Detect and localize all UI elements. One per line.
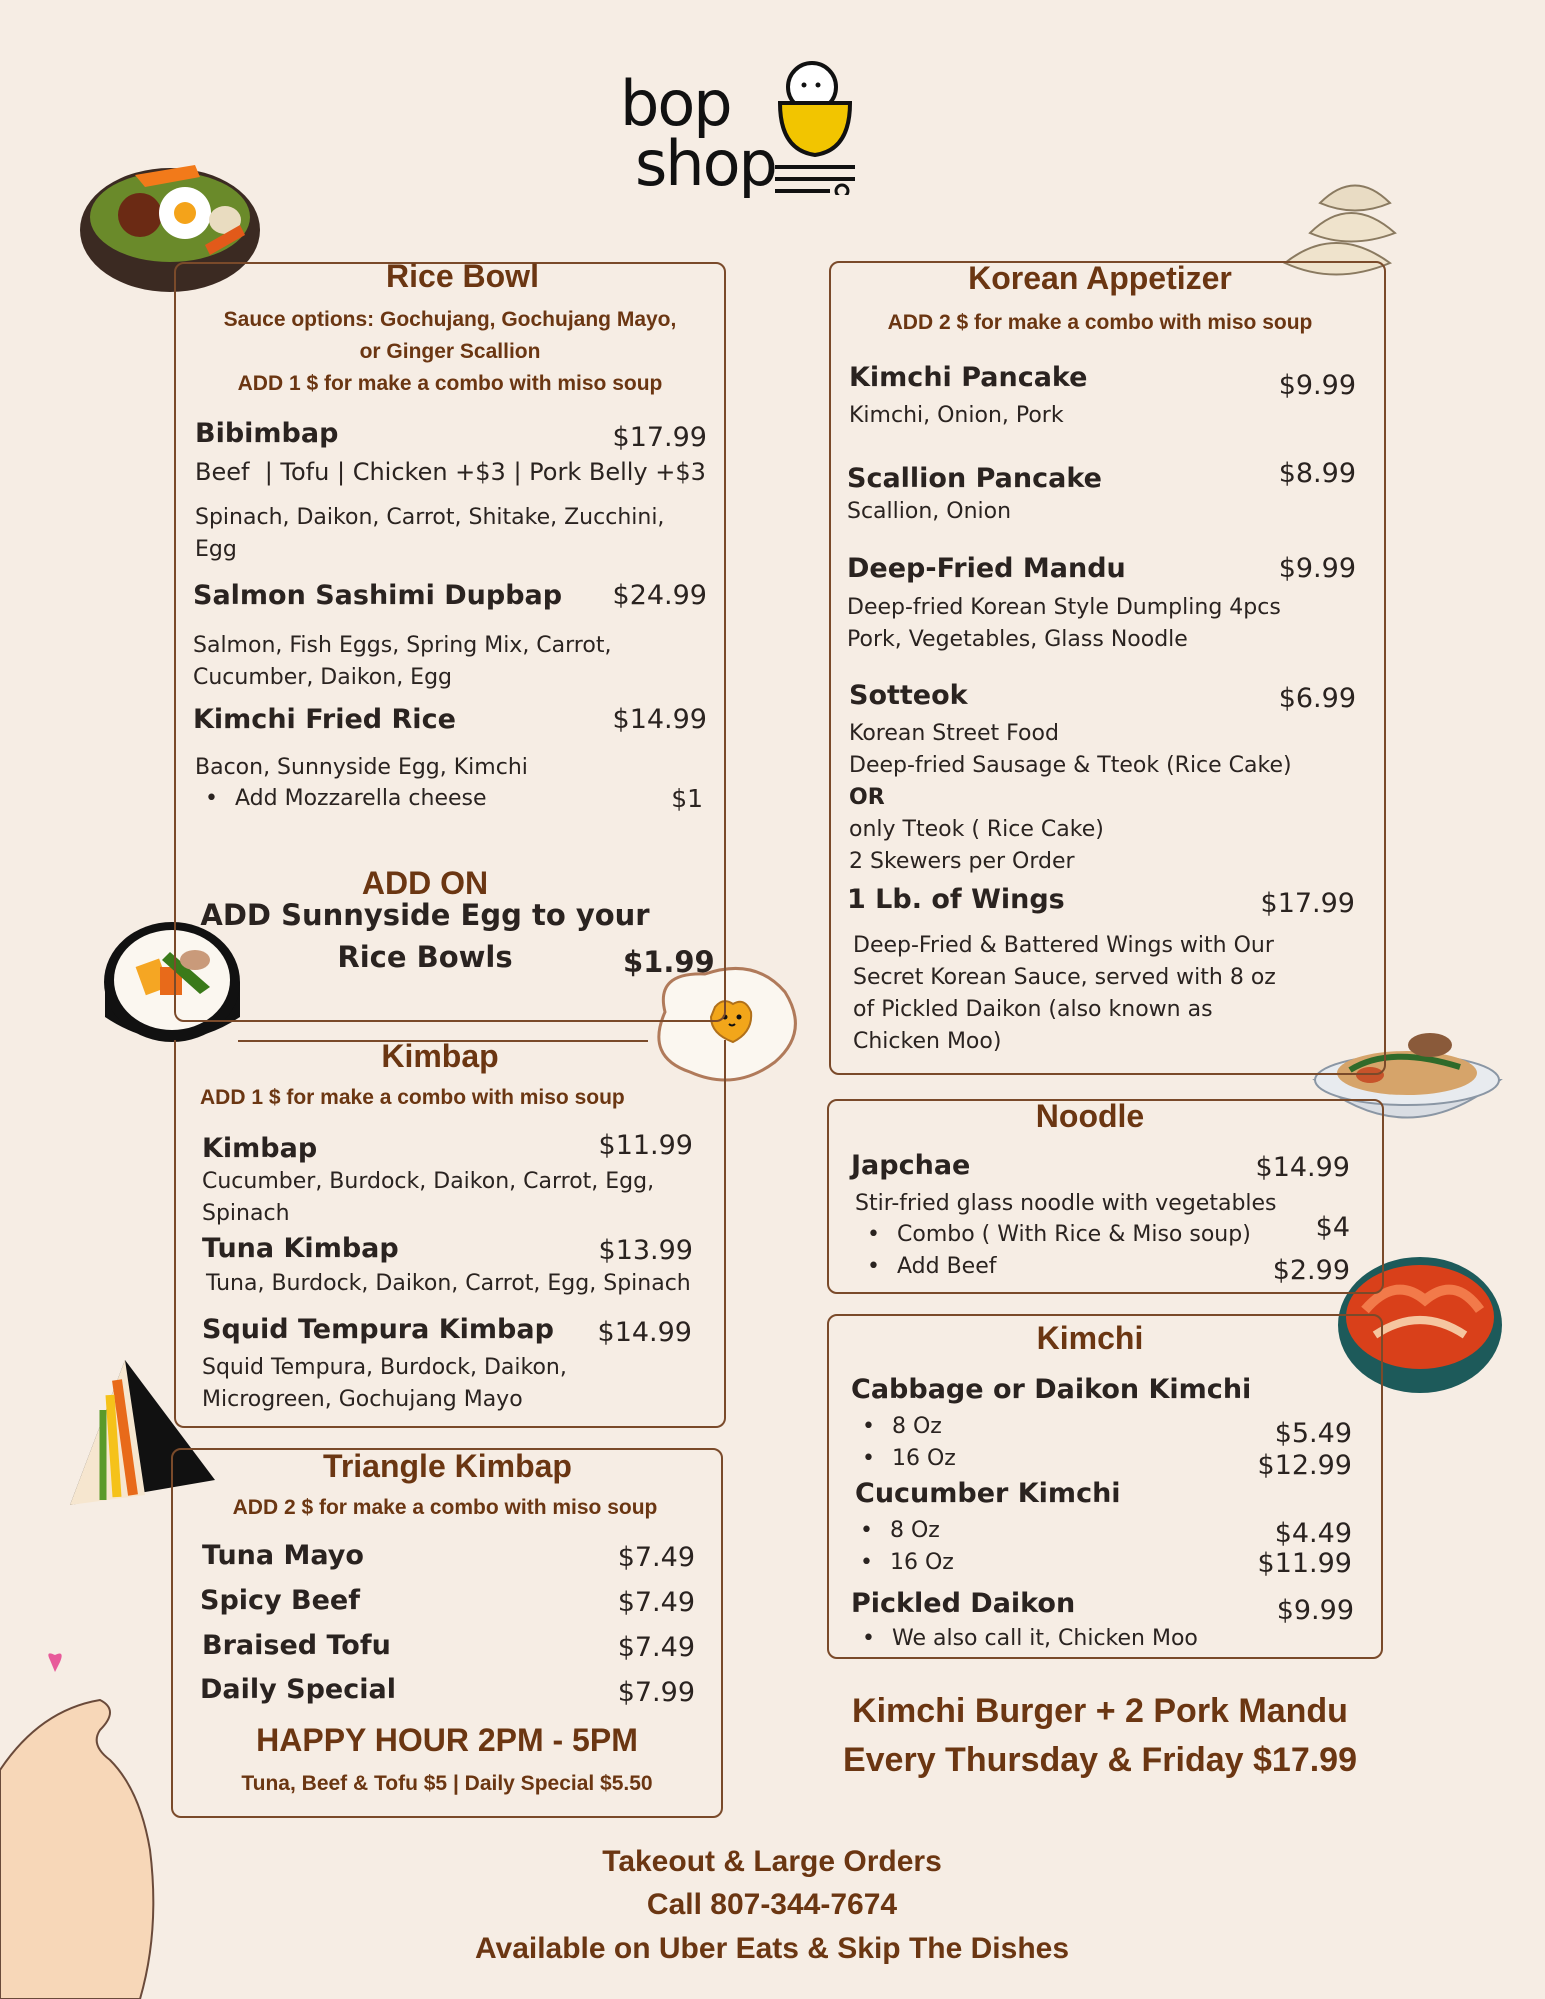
happy-hour-detail: Tuna, Beef & Tofu $5 | Daily Special $5.50 bbox=[241, 1772, 653, 1795]
add-on-line-1: ADD Sunnyside Egg to your bbox=[200, 898, 650, 932]
japchae-name: Japchae bbox=[851, 1150, 971, 1181]
mozzarella-addon-price: $1 bbox=[671, 784, 703, 813]
cabbage-kimchi-16oz: • 16 Oz bbox=[892, 1446, 956, 1471]
japchae-add-beef-option: • Add Beef bbox=[897, 1254, 997, 1279]
spicy-beef-name: Spicy Beef bbox=[200, 1585, 360, 1616]
kimchi-fried-rice-name: Kimchi Fried Rice bbox=[193, 704, 456, 735]
kimchi-fried-rice-desc: Bacon, Sunnyside Egg, Kimchi bbox=[195, 755, 528, 780]
squid-kimbap-name: Squid Tempura Kimbap bbox=[202, 1314, 554, 1345]
cucumber-kimchi-16oz-price: $11.99 bbox=[1257, 1548, 1352, 1579]
kimbap-desc-2: Spinach bbox=[202, 1201, 290, 1226]
salmon-dupbap-price: $24.99 bbox=[612, 580, 707, 611]
logo-text-shop: shop bbox=[635, 127, 776, 200]
korean-appetizer-title: Korean Appetizer bbox=[968, 260, 1232, 296]
cucumber-kimchi-8oz: • 8 Oz bbox=[890, 1518, 940, 1543]
pickled-daikon-name: Pickled Daikon bbox=[851, 1588, 1076, 1619]
footer-phone: Call 807-344-7674 bbox=[646, 1888, 898, 1921]
triangle-kimbap-combo-note: ADD 2 $ for make a combo with miso soup bbox=[232, 1496, 658, 1519]
promo-line-1: Kimchi Burger + 2 Pork Mandu bbox=[852, 1692, 1348, 1730]
wings-price: $17.99 bbox=[1260, 888, 1355, 919]
wings-desc-3: of Pickled Daikon (also known as bbox=[853, 997, 1213, 1022]
deep-fried-mandu-desc-1: Deep-fried Korean Style Dumpling 4pcs bbox=[847, 595, 1281, 620]
kimbap-price: $11.99 bbox=[598, 1130, 693, 1161]
kimbap-name: Kimbap bbox=[202, 1133, 318, 1164]
braised-tofu-name: Braised Tofu bbox=[202, 1630, 391, 1661]
kimchi-pancake-price: $9.99 bbox=[1278, 370, 1356, 401]
deep-fried-mandu-name: Deep-Fried Mandu bbox=[847, 553, 1126, 584]
daily-special-price: $7.99 bbox=[617, 1677, 695, 1708]
cabbage-kimchi-8oz: • 8 Oz bbox=[892, 1414, 942, 1439]
japchae-desc: Stir-fried glass noodle with vegetables bbox=[855, 1191, 1277, 1216]
bibimbap-desc-2: Egg bbox=[195, 537, 237, 562]
footer-delivery: Available on Uber Eats & Skip The Dishes bbox=[474, 1932, 1070, 1965]
sotteok-price: $6.99 bbox=[1278, 683, 1356, 714]
add-on-price: $1.99 bbox=[623, 945, 715, 979]
kimbap-desc-1: Cucumber, Burdock, Daikon, Carrot, Egg, bbox=[202, 1169, 655, 1194]
rice-bowl-sauce-note-2: or Ginger Scallion bbox=[359, 340, 541, 363]
rice-bowl-sauce-note-1: Sauce options: Gochujang, Gochujang Mayo, bbox=[223, 308, 677, 331]
mozzarella-addon: • Add Mozzarella cheese bbox=[235, 786, 487, 811]
salmon-dupbap-desc-2: Cucumber, Daikon, Egg bbox=[193, 665, 453, 690]
cucumber-kimchi-8oz-price: $4.49 bbox=[1274, 1518, 1352, 1549]
wings-name: 1 Lb. of Wings bbox=[847, 884, 1065, 915]
korean-appetizer-combo-note: ADD 2 $ for make a combo with miso soup bbox=[887, 311, 1313, 334]
noodle-title: Noodle bbox=[1035, 1098, 1145, 1134]
wings-desc-2: Secret Korean Sauce, served with 8 oz bbox=[853, 965, 1276, 990]
spicy-beef-price: $7.49 bbox=[617, 1587, 695, 1618]
rice-bowl-title: Rice Bowl bbox=[386, 258, 539, 294]
pickled-daikon-price: $9.99 bbox=[1276, 1595, 1354, 1626]
kimchi-pancake-desc: Kimchi, Onion, Pork bbox=[849, 403, 1064, 428]
sotteok-desc-4: 2 Skewers per Order bbox=[849, 849, 1075, 874]
salmon-dupbap-desc-1: Salmon, Fish Eggs, Spring Mix, Carrot, bbox=[193, 633, 612, 658]
tuna-kimbap-price: $13.99 bbox=[598, 1235, 693, 1266]
japchae-add-beef-price: $2.99 bbox=[1272, 1255, 1350, 1286]
promo-line-2: Every Thursday & Friday $17.99 bbox=[842, 1741, 1358, 1779]
bibimbap-name: Bibimbap bbox=[195, 418, 339, 449]
salmon-dupbap-name: Salmon Sashimi Dupbap bbox=[193, 580, 563, 611]
deep-fried-mandu-price: $9.99 bbox=[1278, 553, 1356, 584]
add-on-line-2: Rice Bowls bbox=[337, 940, 513, 974]
kimchi-fried-rice-price: $14.99 bbox=[612, 704, 707, 735]
squid-kimbap-price: $14.99 bbox=[597, 1317, 692, 1348]
cabbage-kimchi-name: Cabbage or Daikon Kimchi bbox=[851, 1374, 1252, 1405]
footer-takeout: Takeout & Large Orders bbox=[602, 1845, 942, 1878]
squid-kimbap-desc-2: Microgreen, Gochujang Mayo bbox=[202, 1387, 523, 1412]
triangle-kimbap-title: Triangle Kimbap bbox=[323, 1448, 572, 1484]
rice-bowl-combo-note: ADD 1 $ for make a combo with miso soup bbox=[237, 372, 663, 395]
japchae-combo-price: $4 bbox=[1315, 1212, 1350, 1243]
add-on-title: ADD ON bbox=[361, 865, 489, 901]
scallion-pancake-price: $8.99 bbox=[1278, 458, 1356, 489]
sotteok-desc-3: only Tteok ( Rice Cake) bbox=[849, 817, 1104, 842]
sotteok-name: Sotteok bbox=[849, 680, 968, 711]
kimbap-combo-note: ADD 1 $ for make a combo with miso soup bbox=[200, 1086, 625, 1109]
logo bbox=[615, 55, 865, 205]
kimbap-title: Kimbap bbox=[381, 1038, 499, 1074]
deep-fried-mandu-desc-2: Pork, Vegetables, Glass Noodle bbox=[847, 627, 1188, 652]
cabbage-kimchi-16oz-price: $12.99 bbox=[1257, 1450, 1352, 1481]
tuna-kimbap-desc: Tuna, Burdock, Daikon, Carrot, Egg, Spinach bbox=[206, 1271, 691, 1296]
finger-heart-hand-image bbox=[0, 1650, 165, 1999]
happy-hour-title: HAPPY HOUR 2PM - 5PM bbox=[256, 1722, 638, 1758]
japchae-combo-option: • Combo ( With Rice & Miso soup) bbox=[897, 1222, 1251, 1247]
scallion-pancake-desc: Scallion, Onion bbox=[847, 499, 1012, 524]
wings-desc-1: Deep-Fried & Battered Wings with Our bbox=[853, 933, 1274, 958]
tuna-mayo-price: $7.49 bbox=[617, 1542, 695, 1573]
cucumber-kimchi-name: Cucumber Kimchi bbox=[855, 1478, 1121, 1509]
sotteok-desc-1: Korean Street Food bbox=[849, 721, 1059, 746]
kimchi-title: Kimchi bbox=[1036, 1320, 1144, 1356]
daily-special-name: Daily Special bbox=[200, 1674, 396, 1705]
sotteok-desc-or: OR bbox=[849, 785, 885, 810]
divider-line bbox=[238, 1020, 648, 1022]
bibimbap-desc-1: Spinach, Daikon, Carrot, Shitake, Zucchini, bbox=[195, 505, 665, 530]
tuna-mayo-name: Tuna Mayo bbox=[202, 1540, 364, 1571]
cucumber-kimchi-16oz: • 16 Oz bbox=[890, 1550, 954, 1575]
bibimbap-price: $17.99 bbox=[612, 422, 707, 453]
rice-bowl-logo-icon bbox=[770, 55, 865, 195]
scallion-pancake-name: Scallion Pancake bbox=[847, 463, 1102, 494]
pickled-daikon-note: • We also call it, Chicken Moo bbox=[892, 1626, 1198, 1651]
kimchi-pancake-name: Kimchi Pancake bbox=[849, 362, 1088, 393]
logo-text-bop: bop bbox=[620, 67, 731, 140]
squid-kimbap-desc-1: Squid Tempura, Burdock, Daikon, bbox=[202, 1355, 567, 1380]
bibimbap-options: Beef | Tofu | Chicken +$3 | Pork Belly +$3 bbox=[195, 458, 706, 486]
braised-tofu-price: $7.49 bbox=[617, 1632, 695, 1663]
japchae-price: $14.99 bbox=[1255, 1152, 1350, 1183]
sotteok-desc-2: Deep-fried Sausage & Tteok (Rice Cake) bbox=[849, 753, 1292, 778]
cabbage-kimchi-8oz-price: $5.49 bbox=[1274, 1418, 1352, 1449]
wings-desc-4: Chicken Moo) bbox=[853, 1029, 1002, 1054]
tuna-kimbap-name: Tuna Kimbap bbox=[202, 1233, 399, 1264]
